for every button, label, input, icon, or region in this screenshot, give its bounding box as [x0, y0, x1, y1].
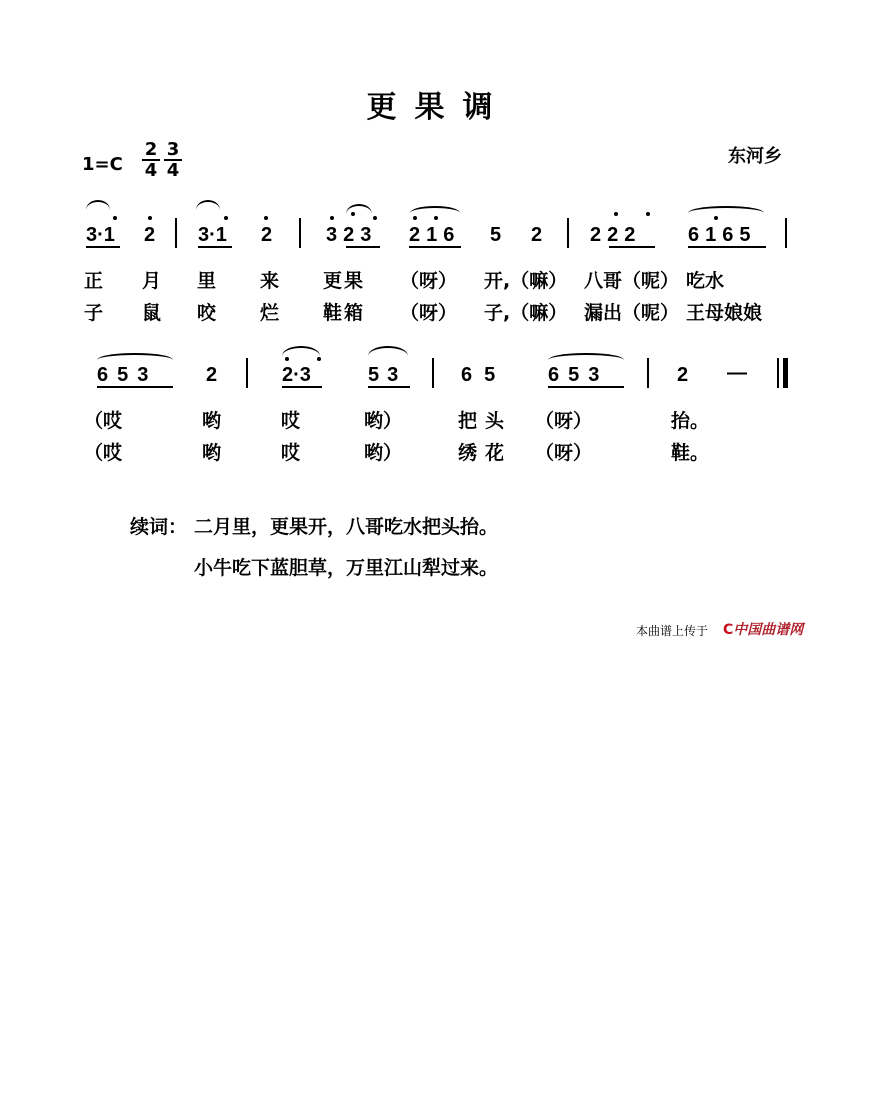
beam-line: [86, 246, 120, 248]
slur-mark: [196, 200, 220, 210]
octave-dot: [614, 212, 618, 216]
lyric: （哎: [84, 442, 123, 464]
time-signature-2-4: [142, 140, 160, 180]
note: 2: [677, 364, 689, 386]
beam-line: [688, 246, 766, 248]
slur-mark: [86, 200, 110, 210]
verse-line-2: 小牛吃下蓝胆草，万里江山犁过来。: [194, 557, 499, 579]
lyric: 哟: [202, 410, 222, 432]
lyric: 哎: [281, 442, 301, 464]
octave-dot: [646, 212, 650, 216]
beam-line: [368, 386, 410, 388]
note-group: 3·1: [86, 224, 115, 246]
barline: [246, 358, 248, 388]
extension-dash: —: [727, 362, 747, 384]
end-barline-thin: [777, 358, 779, 388]
lyric: 哟）: [364, 410, 403, 432]
end-barline-thick: [783, 358, 788, 388]
note-group: 653: [548, 364, 609, 386]
octave-dot: [373, 216, 377, 220]
beam-line: [609, 246, 655, 248]
verse-label: 续词：: [130, 516, 188, 538]
octave-dot: [264, 216, 268, 220]
lyric: 漏出（呢）: [584, 302, 680, 324]
note-group: 216: [409, 224, 461, 246]
note-group: 53: [368, 364, 407, 386]
note: 2: [261, 224, 273, 246]
lyric: 哎: [281, 410, 301, 432]
barline: [299, 218, 301, 248]
slur-mark: [282, 346, 320, 356]
upload-credit: 本曲谱上传于: [636, 624, 709, 638]
key-signature: 1=C: [82, 154, 123, 175]
slur-mark: [368, 346, 408, 356]
lyric: （呀）: [535, 442, 593, 464]
lyric: 里: [197, 270, 217, 292]
lyric: 鞋箱: [323, 302, 366, 324]
note: 2: [206, 364, 218, 386]
lyric: （哎: [84, 410, 123, 432]
lyric: 吃水: [686, 270, 725, 292]
beam-line: [409, 246, 461, 248]
octave-dot: [351, 212, 355, 216]
lyric: 把头: [458, 410, 513, 432]
note: 2: [144, 224, 156, 246]
lyric: 王母娘娘: [686, 302, 763, 324]
slur-mark: [97, 353, 173, 360]
time-sig-denominator: 4: [144, 160, 158, 181]
brand-logo-icon: C: [723, 622, 734, 638]
slur-mark: [346, 204, 372, 214]
beam-line: [97, 386, 173, 388]
octave-dot: [434, 216, 438, 220]
time-sig-numerator: 2: [142, 140, 160, 161]
beam-line: [548, 386, 624, 388]
region-label: 东河乡: [728, 146, 782, 167]
note-group: 2·3: [282, 364, 311, 386]
lyric: 子,（嘛）: [484, 302, 568, 324]
song-title: 更果调: [366, 90, 511, 125]
barline: [432, 358, 434, 388]
lyric: 绣花: [458, 442, 513, 464]
barline: [647, 358, 649, 388]
time-sig-numerator: 3: [164, 140, 182, 161]
octave-dot: [285, 357, 289, 361]
note-group: 222: [590, 224, 642, 246]
lyric: 来: [260, 270, 280, 292]
lyric: （呀）: [400, 302, 458, 324]
lyric: 哟）: [364, 442, 403, 464]
slur-mark: [548, 353, 624, 360]
lyric: 鞋。: [671, 442, 710, 464]
lyric: 鼠: [142, 302, 162, 324]
slur-mark: [688, 206, 764, 213]
note-group: 6165: [688, 224, 757, 246]
note: 2: [531, 224, 543, 246]
octave-dot: [714, 216, 718, 220]
octave-dot: [317, 357, 321, 361]
lyric: 正: [84, 270, 104, 292]
beam-line: [282, 386, 322, 388]
slur-mark: [410, 206, 460, 213]
octave-dot: [330, 216, 334, 220]
lyric: （呀）: [535, 410, 593, 432]
lyric: （呀）: [400, 270, 458, 292]
site-brand[interactable]: [723, 619, 803, 639]
note-group: 65: [461, 364, 508, 386]
lyric: 子: [84, 302, 104, 324]
brand-name: 中国曲谱网: [733, 622, 804, 638]
octave-dot: [113, 216, 117, 220]
lyric: 抬。: [671, 410, 710, 432]
barline: [175, 218, 177, 248]
lyric: 月: [142, 270, 162, 292]
note-group: 653: [97, 364, 158, 386]
octave-dot: [148, 216, 152, 220]
barline: [567, 218, 569, 248]
lyric: 咬: [197, 302, 217, 324]
note: 5: [490, 224, 502, 246]
lyric: 八哥（呢）: [584, 270, 680, 292]
octave-dot: [224, 216, 228, 220]
beam-line: [346, 246, 380, 248]
note-group: 323: [326, 224, 378, 246]
barline: [785, 218, 787, 248]
lyric: 哟: [202, 442, 222, 464]
note-group: 3·1: [198, 224, 227, 246]
octave-dot: [413, 216, 417, 220]
beam-line: [198, 246, 232, 248]
lyric: 更果: [323, 270, 366, 292]
lyric: 烂: [260, 302, 280, 324]
time-sig-denominator: 4: [166, 160, 180, 181]
verse-line-1: 二月里，更果开，八哥吃水把头抬。: [194, 516, 499, 538]
time-signature-3-4: [164, 140, 182, 180]
lyric: 开,（嘛）: [484, 270, 568, 292]
